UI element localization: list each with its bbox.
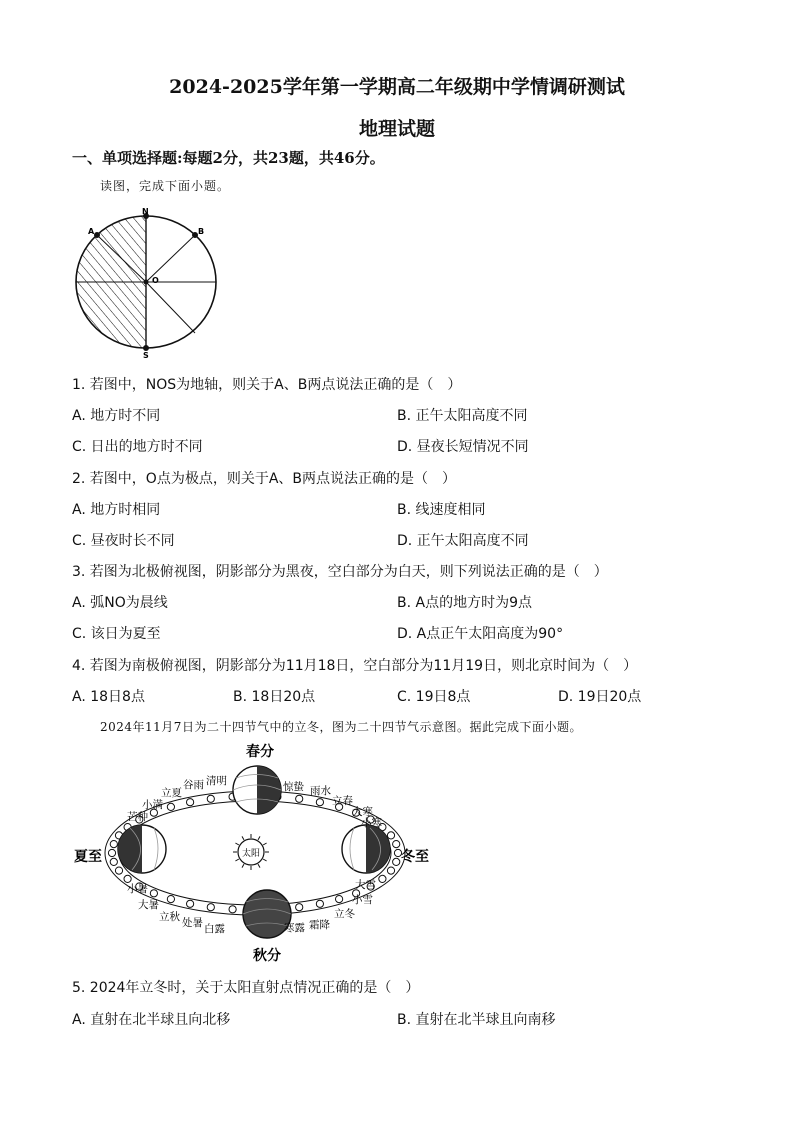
label-A: A [88,227,95,236]
term-yushui: 雨水 [310,785,331,797]
section-heading: 一、单项选择题:每题2分，共23题，共46分。 [72,149,385,167]
question-2-stem: 2. 若图中，O点为极点，则关于A、B两点说法正确的是（ ） [72,471,457,487]
question-5-stem: 5. 2024年立冬时，关于太阳直射点情况正确的是（ ） [72,980,420,996]
term-daxue: 大雪 [355,879,376,891]
sun-ray [235,859,239,861]
term-jingzhe: 惊蛰 [283,781,304,793]
question-3-option-d[interactable]: D. A点正午太阳高度为90° [397,626,564,642]
label-O: O [152,276,159,285]
question-3-option-a[interactable]: A. 弧NO为晨线 [72,595,168,611]
orbit-dot [110,841,117,848]
orbit-dot [296,795,303,802]
intro-text-1: 读图，完成下面小题。 [100,179,231,193]
term-dashu: 大暑 [138,899,159,911]
question-3-stem: 3. 若图为北极俯视图，阴影部分为黑夜，空白部分为白天，则下列说法正确的是（ ） [72,564,608,580]
orbit-dot [316,799,323,806]
orbit-dot [229,906,236,913]
sun-icon [233,834,269,870]
orbit-dot [167,896,174,903]
term-xiaoman: 小满 [142,799,163,811]
question-3-option-b[interactable]: B. A点的地方时为9点 [397,595,532,611]
term-xiaoshu: 小暑 [127,883,148,895]
question-3-option-c[interactable]: C. 该日为夏至 [72,626,161,642]
orbit-dot [316,900,323,907]
term-dahan: 大寒 [352,806,373,818]
term-guyu: 谷雨 [183,779,204,791]
sun-ray [263,843,267,845]
figure-solar-terms [70,738,450,968]
question-4-option-b[interactable]: B. 18日20点 [233,689,316,705]
term-summer-solstice: 夏至 [74,849,102,865]
question-1-option-d[interactable]: D. 昼夜长短情况不同 [397,439,529,455]
sun-label: 太阳 [241,849,261,859]
question-1-option-c[interactable]: C. 日出的地方时不同 [72,439,203,455]
orbit-dot [110,858,117,865]
question-2-option-c[interactable]: C. 昼夜时长不同 [72,533,175,549]
orbit-dot [150,890,157,897]
orbit-dot [379,875,386,882]
question-4-stem: 4. 若图为南极俯视图，阴影部分为11月18日，空白部分为11月19日，则北京时间为（ ） [72,658,638,674]
sun-ray [258,836,260,840]
orbit-dot [167,803,174,810]
term-xiaohan: 小寒 [361,817,382,829]
term-autumn-equinox: 秋分 [253,948,281,964]
question-4-option-d[interactable]: D. 19日20点 [558,689,642,705]
orbit-dot [187,799,194,806]
globe-spring-equinox-icon [233,766,281,814]
orbit-dot [296,904,303,911]
intro-text-2: 2024年11月7日为二十四节气中的立冬，图为二十四节气示意图。据此完成下面小题。 [100,720,582,734]
globe-winter-solstice-icon [342,825,390,873]
question-1-option-b[interactable]: B. 正午太阳高度不同 [397,408,528,424]
term-spring-equinox: 春分 [246,744,274,760]
question-2-option-d[interactable]: D. 正午太阳高度不同 [397,533,529,549]
term-shuangjiang: 霜降 [309,919,330,931]
page-title: 2024-2025学年第一学期高二年级期中学情调研测试 [169,76,625,98]
question-4-option-c[interactable]: C. 19日8点 [397,689,471,705]
orbit-dot [393,858,400,865]
label-S: S [143,351,149,360]
term-lixia: 立夏 [161,787,182,799]
term-lichun: 立春 [332,795,353,807]
term-liqiu: 立秋 [159,911,180,923]
sun-ray [242,864,244,868]
orbit-dot [115,867,122,874]
orbit-dot [336,896,343,903]
orbit-dot [108,849,115,856]
orbit-dot [124,875,131,882]
globe-summer-solstice-icon [118,825,166,873]
question-1-stem: 1. 若图中，NOS为地轴，则关于A、B两点说法正确的是（ ） [72,377,462,393]
sun-ray [235,843,239,845]
term-lidong: 立冬 [334,908,355,920]
term-hanlu: 寒露 [284,922,305,934]
orbit-dot [187,900,194,907]
orbit-dot [207,904,214,911]
label-N: N [142,207,149,216]
orbit-dot [393,841,400,848]
term-chushu: 处暑 [182,917,203,929]
orbit-dot [387,832,394,839]
question-2-option-a[interactable]: A. 地方时相同 [72,502,161,518]
sun-ray [242,836,244,840]
question-5-option-b[interactable]: B. 直射在北半球且向南移 [397,1012,556,1028]
orbit-dot [387,867,394,874]
sun-ray [263,859,267,861]
term-bailu: 白露 [204,923,225,935]
question-2-option-b[interactable]: B. 线速度相同 [397,502,486,518]
orbit-dot [207,795,214,802]
term-winter-solstice: 冬至 [401,849,429,865]
sun-ray [258,864,260,868]
figure-circle-diagram [70,208,230,358]
term-qingming: 清明 [206,775,227,787]
label-B: B [198,227,205,236]
question-5-option-a[interactable]: A. 直射在北半球且向北移 [72,1012,231,1028]
term-xiaoxue: 小雪 [352,894,373,906]
question-1-option-a[interactable]: A. 地方时不同 [72,408,161,424]
page-subtitle: 地理试题 [358,118,435,140]
question-4-option-a[interactable]: A. 18日8点 [72,689,145,705]
term-mangzhong: 芒种 [127,811,148,823]
